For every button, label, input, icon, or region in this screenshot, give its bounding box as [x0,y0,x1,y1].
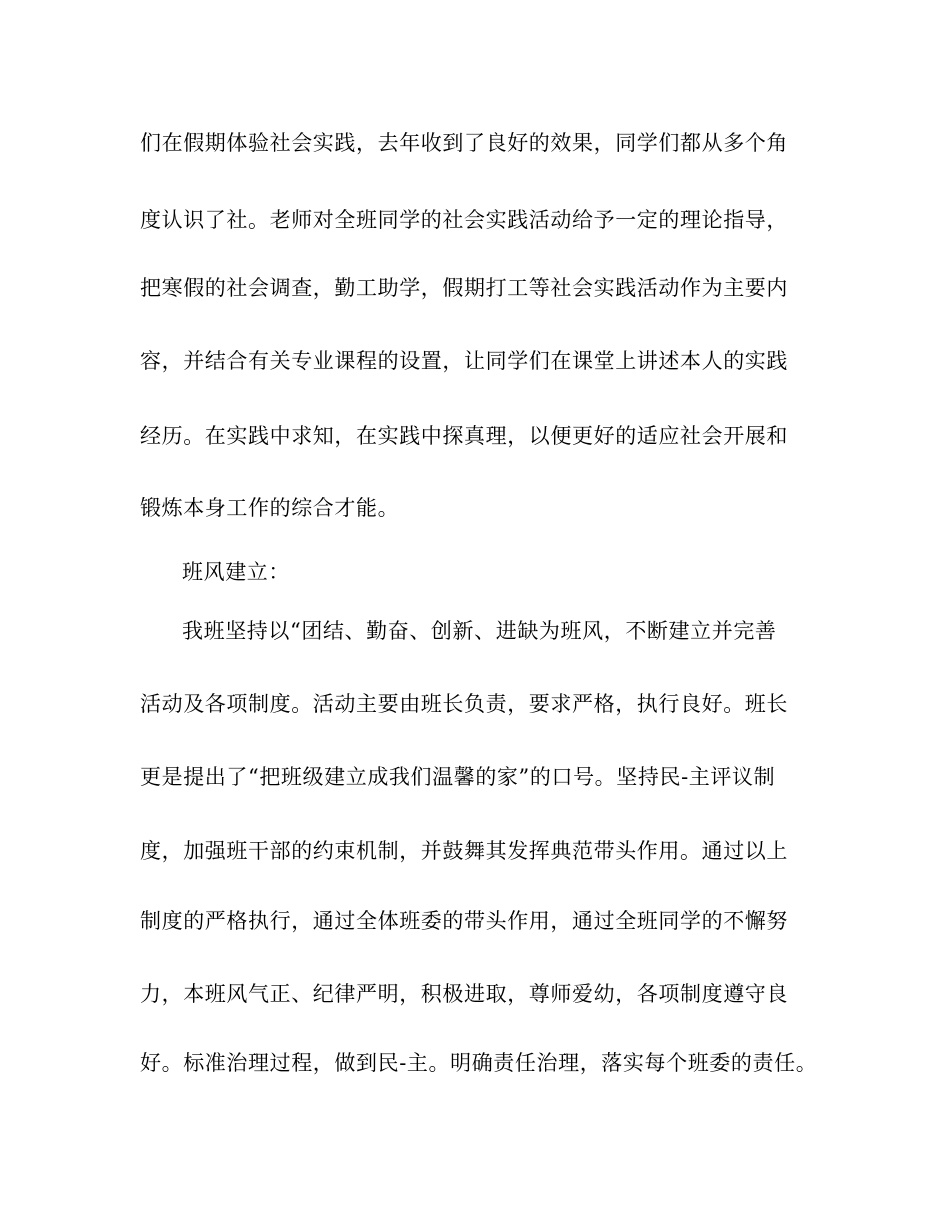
text-line: 锻炼本身工作的综合才能。 [140,496,400,520]
text-line: 更是提出了“把班级建立成我们温馨的家”的口号。坚持民-主评议制 [140,765,776,789]
text-line: 制度的严格执行，通过全体班委的带头作用，通过全班同学的不懈努 [140,909,788,933]
text-line: 容，并结合有关专业课程的设置，让同学们在课堂上讲述本人的实践 [140,349,788,373]
section-heading: 班风建立： [182,560,290,584]
text-line: 好。标准治理过程，做到民-主。明确责任治理，落实每个班委的责任。 [140,1051,818,1075]
text-line: 们在假期体验社会实践，去年收到了良好的效果，同学们都从多个角 [140,131,788,155]
text-line: 经历。在实践中求知，在实践中探真理，以便更好的适应社会开展和 [140,424,788,448]
text-line: 把寒假的社会调查，勤工助学，假期打工等社会实践活动作为主要内 [140,276,788,300]
text-line: 度认识了社。老师对全班同学的社会实践活动给予一定的理论指导， [140,208,788,232]
text-line: 我班坚持以“团结、勤奋、创新、进缺为班风，不断建立并完善 [182,619,777,643]
text-line: 力，本班风气正、纪律严明，积极进取，尊师爱幼，各项制度遵守良 [140,982,788,1006]
text-line: 活动及各项制度。活动主要由班长负责，要求严格，执行良好。班长 [140,692,788,716]
text-line: 度，加强班干部的约束机制，并鼓舞其发挥典范带头作用。通过以上 [140,839,788,863]
